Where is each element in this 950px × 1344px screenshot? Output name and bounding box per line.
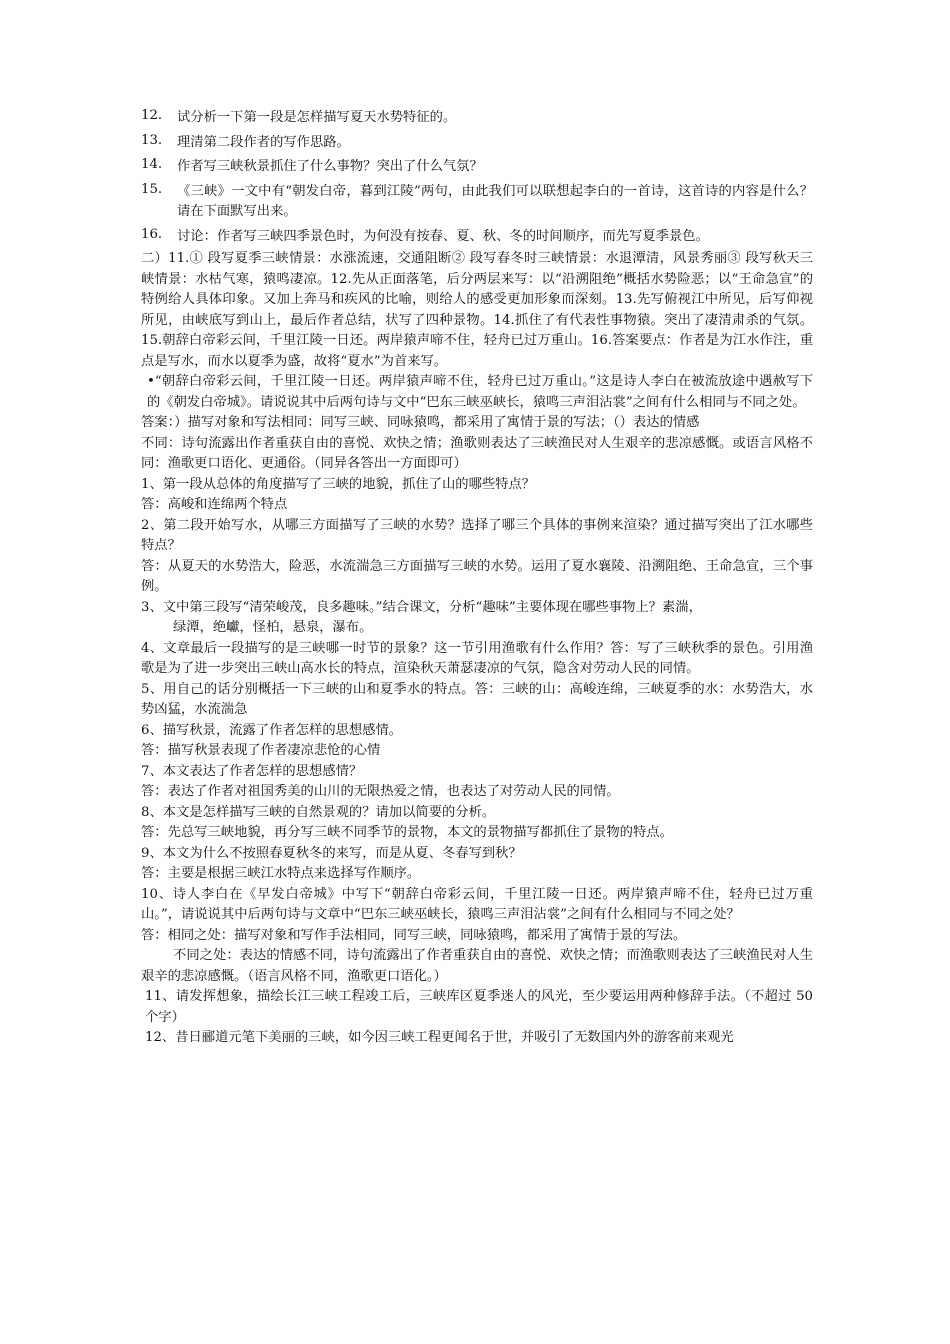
item-7-question: 7、本文表达了作者怎样的思想感情？ <box>141 763 363 779</box>
question-text: 《三峡》一文中有“朝发白帝，暮到江陵”两句，由此我们可以联想起李白的一首诗，这首诗的内容是什么？请在下面默写出来。 <box>177 183 813 219</box>
question-14 <box>141 157 813 178</box>
answer-block: 二）11.① 段写夏季三峡情景：水涨流速，交通阻断② 段写春冬时三峡情景：水退潭清，风景秀丽③ 段写秋天三峡情景：水枯气寒，猿鸣凄凉。12.先从正面落笔，后分两层来写：以“沿溯阻绝”概括水势险恶；以“王命急宣”的特例给人具体印象。又加上奔马和疾风的比喻，则给人的感受更加形象而深刻。13.先写俯视江中所见，后写仰视所见，由峡底写到山上，最后作者总结，状写了四种景物。14.抓住了有代表性事物猿。突出了凄清肃杀的气氛。15.朝辞白帝彩云间，千里江陵一日还。两岸猿声啼不住，轻舟已过万重山。16.答案要点：作者是为江水作注，重点是写水，而水以夏季为盛，故将“夏水”为首来写。 <box>141 251 813 369</box>
item-10-question: 10、诗人李白在《早发白帝城》中写下“朝辞白帝彩云间，千里江陵一日还。两岸猿声啼不住，轻舟已过万重山。”，请说说其中后两句诗与文章中“巴东三峡巫峡长，猿鸣三声泪沾裳”之间有什么相同与不同之处？ <box>141 886 813 922</box>
question-number: 13. <box>141 132 163 148</box>
question-text: 理清第二段作者的写作思路。 <box>177 134 350 150</box>
item-2-answer: 答：从夏天的水势浩大，险恶，水流湍急三方面描写三峡的水势。运用了夏水襄陵、沿溯阻绝、王命急宣，三个事例。 <box>141 558 813 594</box>
question-number: 16. <box>141 226 163 242</box>
question-12 <box>141 108 813 129</box>
bullet-answer-1: 答案：）描写对象和写法相同：同写三峡、同咏猿鸣，都采用了寓情于景的写法；（）表达的情感 <box>141 415 700 430</box>
item-11: 11、请发挥想象，描绘长江三峡工程竣工后，三峡库区夏季迷人的风光，至少要运用两种修辞手法。（不超过 50 个字） <box>145 989 813 1025</box>
item-10-answer-2: 不同之处：表达的情感不同，诗句流露出了作者重获自由的喜悦、欢快之情；而渔歌则表达了三峡渔民对人生艰辛的悲凉感慨。（语言风格不同，渔歌更口语化。） <box>141 948 813 984</box>
question-number: 14. <box>141 157 163 172</box>
question-number: 15. <box>141 181 163 197</box>
item-9-answer: 答：主要是根据三峡江水特点来选择写作顺序。 <box>141 866 421 881</box>
bullet-answer-2: 不同：诗句流露出作者重获自由的喜悦、欢快之情；渔歌则表达了三峡渔民对人生艰辛的悲凉感慨。或语言风格不同：渔歌更口语化、更通俗。（同异各答出一方面即可） <box>141 435 813 471</box>
question-13 <box>141 133 813 154</box>
item-5: 5、用自己的话分别概括一下三峡的山和夏季水的特点。答：三峡的山：高峻连绵，三峡夏季的水：水势浩大，水势凶猛，水流湍急 <box>141 681 813 717</box>
question-text: 讨论：作者写三峡四季景色时，为何没有按春、夏、秋、冬的时间顺序，而先写夏季景色。 <box>177 228 709 244</box>
item-8-question: 8、本文是怎样描写三峡的自然景观的？请加以简要的分析。 <box>141 804 496 820</box>
item-8-answer: 答：先总写三峡地貌，再分写三峡不同季节的景物，本文的景物描写都抓住了景物的特点。 <box>141 825 673 840</box>
question-15 <box>141 182 813 223</box>
item-6-question: 6、描写秋景，流露了作者怎样的思想感情。 <box>141 722 403 738</box>
item-3-question: 3、文中第三段写“清荣峻茂，良多趣味。”结合课文，分析“趣味”主要体现在哪些事物上？素湍， <box>141 599 702 615</box>
bullet-question: •“朝辞白帝彩云间，千里江陵一日还。两岸猿声啼不住，轻舟已过万重山。”这是诗人李白在被流放途中遇赦写下的《朝发白帝城》。请说说其中后两句诗与文中“巴东三峡巫峡长，猿鸣三声泪沾裳”之间有什么相同与不同之处。 <box>147 374 813 410</box>
document-page <box>141 108 813 1049</box>
question-number: 12. <box>141 108 163 123</box>
item-1-answer: 答：高峻和连绵两个特点 <box>141 497 288 512</box>
question-16 <box>141 227 813 248</box>
question-text: 试分析一下第一段是怎样描写夏天水势特征的。 <box>177 110 457 125</box>
item-6-answer: 答：描写秋景表现了作者凄凉悲怆的心情 <box>141 743 381 758</box>
item-10-answer-1: 答：相同之处：描写对象和写作手法相同，同写三峡，同咏猿鸣，都采用了寓情于景的写法。 <box>141 927 687 943</box>
item-1-question: 1、第一段从总体的角度描写了三峡的地貌，抓住了山的哪些特点？ <box>141 476 536 492</box>
question-text: 作者写三峡秋景抓住了什么事物？突出了什么气氛？ <box>177 159 483 174</box>
item-9-question: 9、本文为什么不按照春夏秋冬的来写，而是从夏、冬春写到秋？ <box>141 845 522 861</box>
item-7-answer: 答：表达了作者对祖国秀美的山川的无限热爱之情，也表达了对劳动人民的同情。 <box>141 784 620 799</box>
item-2-question: 2、第二段开始写水，从哪三方面描写了三峡的水势？选择了哪三个具体的事例来渲染？通过描写突出了江水哪些特点？ <box>141 517 813 553</box>
item-3-answer: 绿潭，绝巘，怪柏，悬泉，瀑布。 <box>173 620 373 635</box>
item-4: 4、文章最后一段描写的是三峡哪一时节的景象？这一节引用渔歌有什么作用？答：写了三峡秋季的景色。引用渔歌是为了进一步突出三峡山高水长的特点，渲染秋天萧瑟凄凉的气氛，隐含对劳动人民的同情。 <box>141 640 813 676</box>
item-12: 12、昔日郦道元笔下美丽的三峡，如今因三峡工程更闻名于世，并吸引了无数国内外的游客前来观光 <box>145 1030 734 1045</box>
